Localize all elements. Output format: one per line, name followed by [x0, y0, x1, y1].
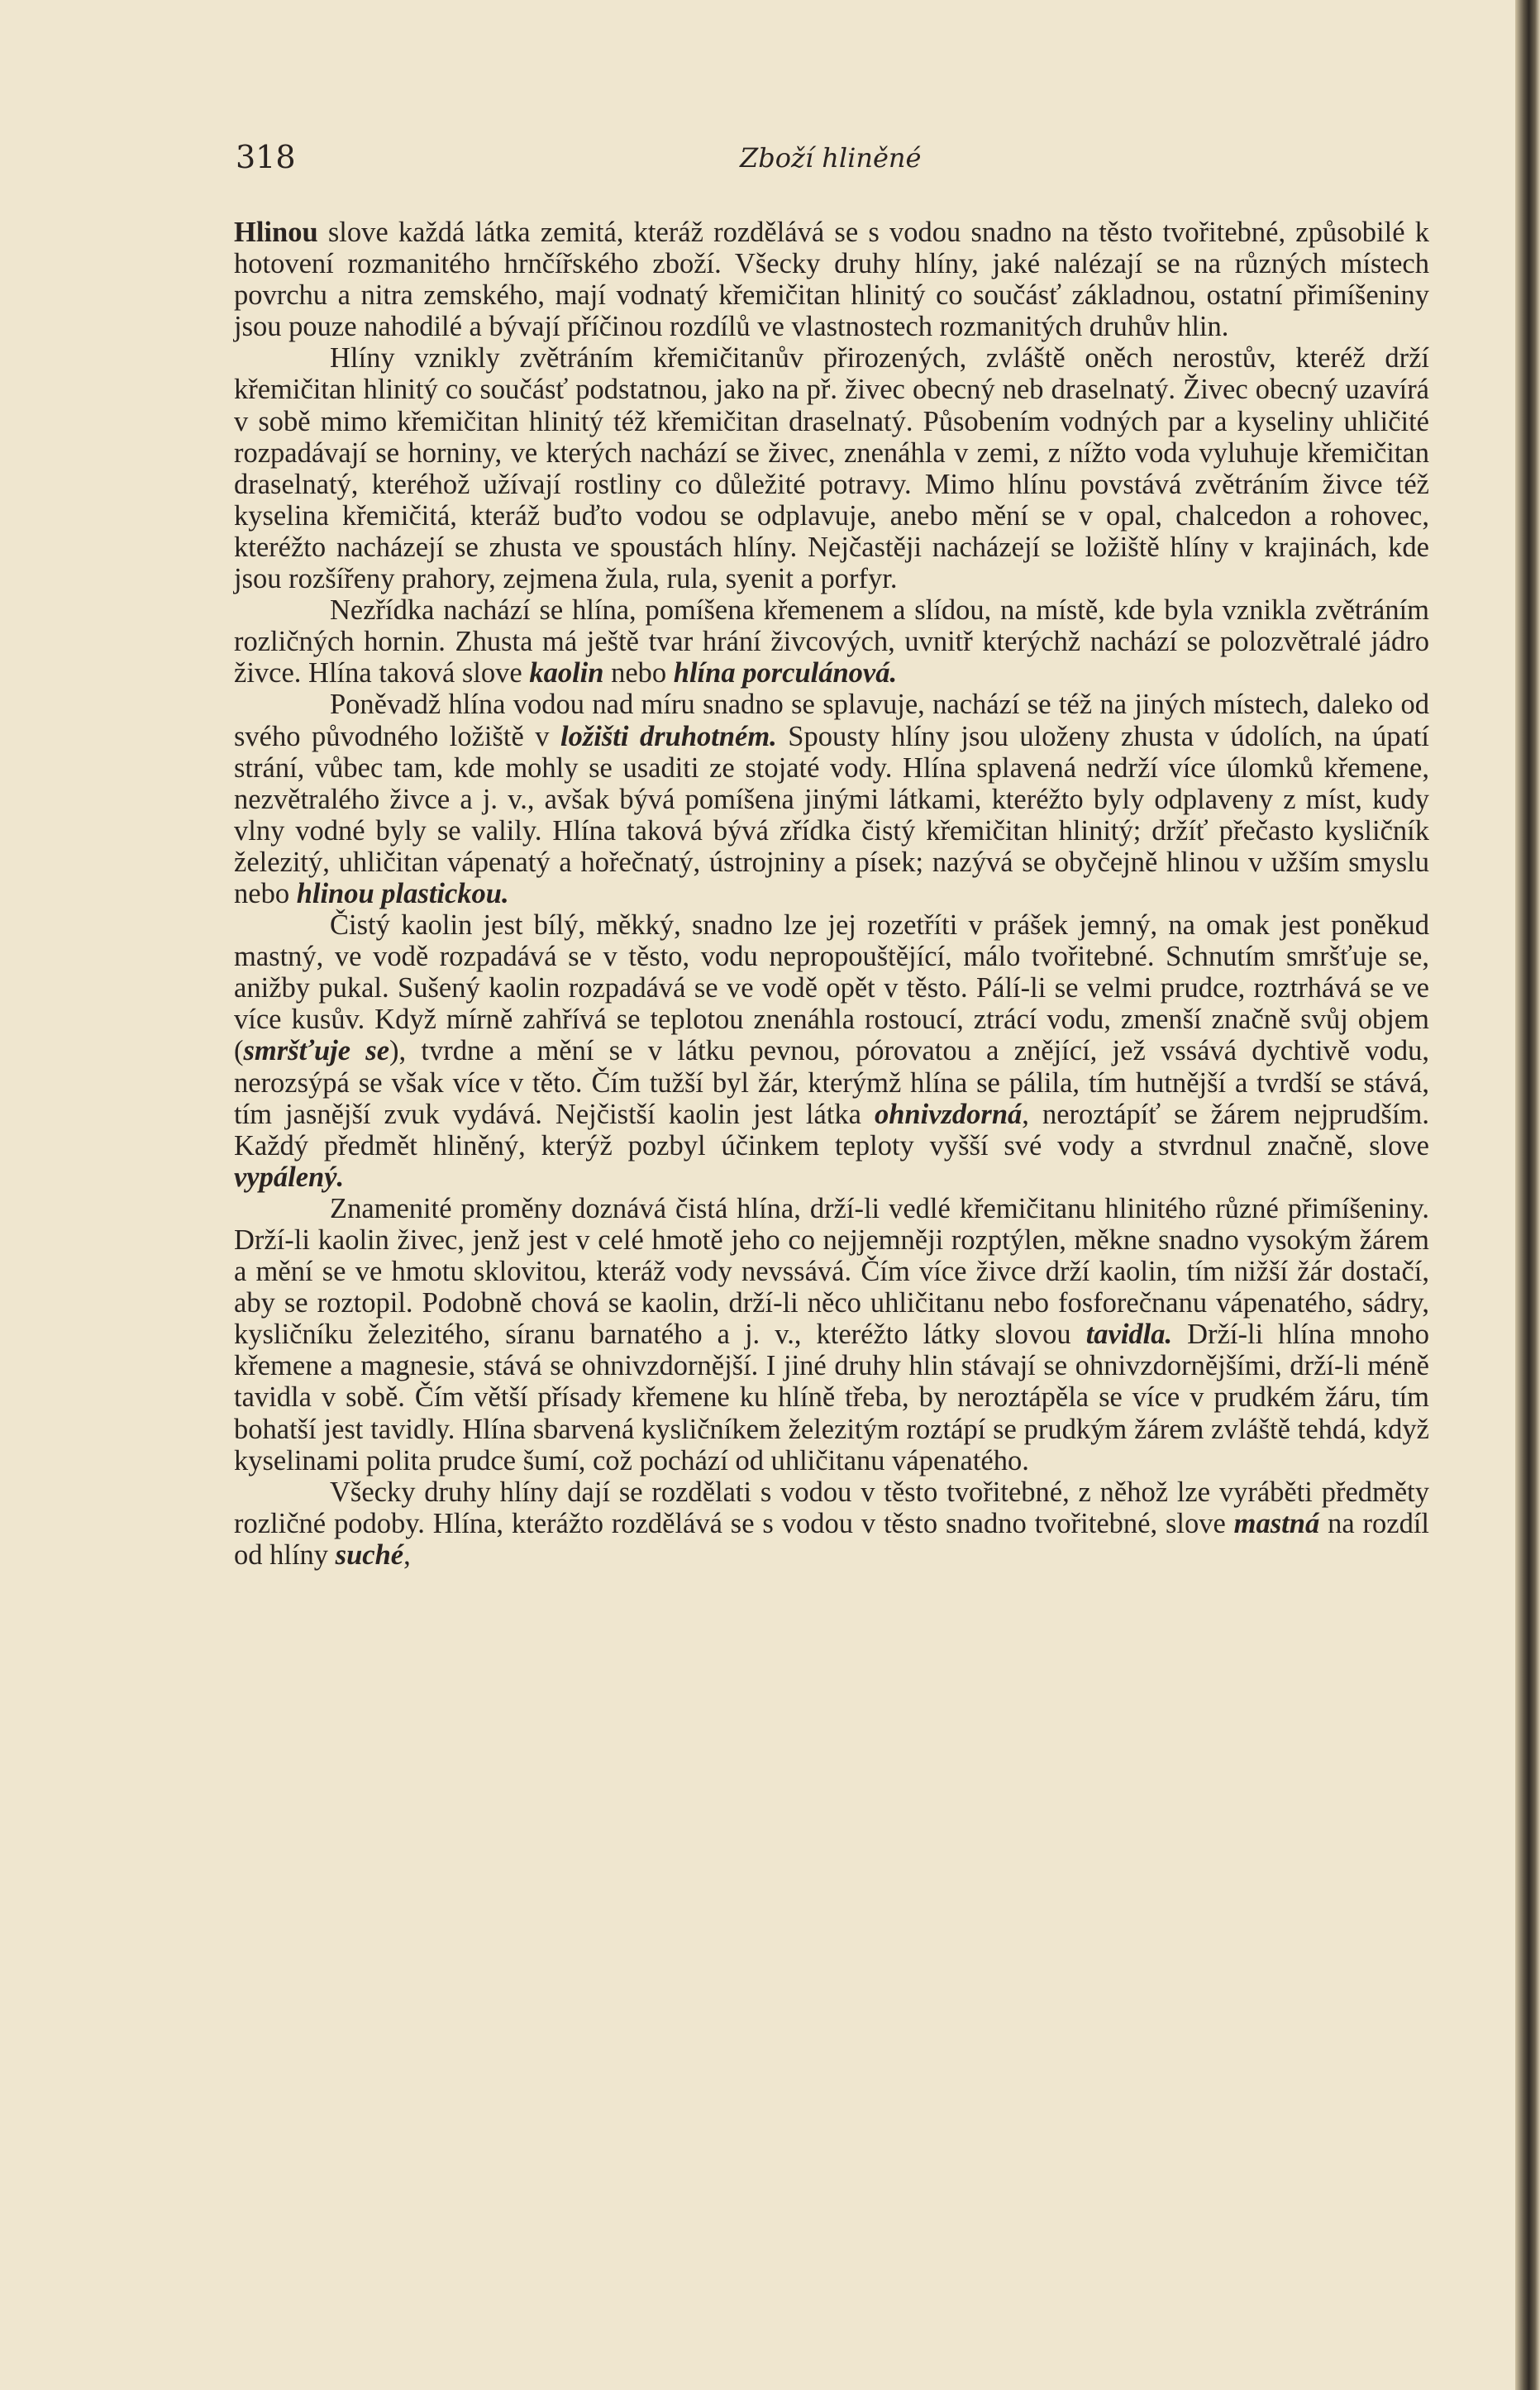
text-run: Hlíny vznikly zvětráním křemičitanův přirozených, zvláště oněch nerostův, kteréž drží křemičitan hlinitý co součásť podstatnou, jako na př. živec obecný neb draselnatý. Živec obecný uzavírá v sobě mimo křemičitan hlinitý též křemičitan draselnatý. Působením vodných par a kyseliny uhličité rozpadávají se horniny, ve kterých nachází se živec, znenáhla v zemi, z nížto voda vyluhuje křemičitan draselnatý, kteréhož užívají rostliny co důležité potravy. Mimo hlínu povstává zvětráním živce též kyselina křemičitá, kteráž buďto vodou se odplavuje, anebo mění se v opal, chalcedon a rohovec, kteréžto nacházejí se zhusta ve spoustách hlíny. Nejčastěji nacházejí se ložiště hlíny v krajinách, kde jsou rozšířeny prahory, zejmena žula, rula, syenit a porfyr. [234, 342, 1429, 595]
text-run: ), tvrdne a mění se v látku pevnou, pórovatou a znějící, jež vssává dychtivě vodu, nerozsýpá se však více v těto. Čím tužší byl žár, kterýmž hlína se pálila, tím hutnější a tvrdší se stává, tím jasnější zvuk vydává. Nejčistší kaolin jest látka [234, 1035, 1429, 1130]
emphasized-term: hlinou plastickou. [296, 877, 509, 909]
text-run: , neroztápíť se žárem nejprudším. Každý předmět hliněný, kterýž pozbyl účinkem teploty vyšší své vody a stvrdnul značně, slove [234, 1098, 1429, 1162]
text-run: Spousty hlíny jsou uloženy zhusta v údolích, na úpatí strání, vůbec tam, kde mohly se usaditi ze stojaté vody. Hlína splavená nedrží více úlomků křemene, nezvětralého živce a j. v., avšak bývá pomíšena jinými látkami, kteréžto byly odplaveny z míst, kudy vlny vodné byly se valily. Hlína taková bývá zřídka čistý křemičitan hlinitý; držíť přečasto kysličník železitý, uhličitan vápenatý a hořečnatý, ústrojniny a písek; nazývá se obyčejně hlinou v užším smyslu nebo [234, 720, 1430, 909]
book-gutter [1515, 0, 1540, 2390]
paragraph [234, 342, 1429, 594]
emphasized-term: ložišti druhotném. [560, 720, 777, 752]
paragraph [234, 909, 1429, 1193]
paragraph [234, 594, 1429, 689]
text-run: Drží-li hlína mnoho křemene a magnesie, stává se ohnivzdornější. I jiné druhy hlin stávají se ohnivzdornějšími, drží-li méně tavidla v sobě. Čím větší přísady křemene ku hlíně třeba, by neroztápěla se více v prudkém žáru, tím bohatší jest tavidly. Hlína sbarvená kysličníkem železitým roztápí se prudkým žárem zvláště tehdá, když kyselinami polita prudce šumí, což pochází od uhličitanu vápenatého. [234, 1319, 1430, 1476]
defined-term: Hlinou [234, 217, 318, 248]
running-title: Zboží hliněné [740, 142, 922, 174]
body-text [234, 217, 1429, 1571]
page-header [236, 139, 1426, 188]
text-run: nebo [603, 657, 674, 689]
emphasized-term: kaolin [529, 657, 604, 689]
text-run: Poněvadž hlína vodou nad míru snadno se splavuje, nachází se též na jiných místech, daleko od svého původného ložiště v [234, 689, 1429, 752]
emphasized-term: vypálený. [234, 1161, 345, 1193]
text-run: Nezřídka nachází se hlína, pomíšena křemenem a slídou, na místě, kde byla vznikla zvětráním rozličných hornin. Zhusta má ještě tvar hrání živcových, uvnitř kterýchž nachází se polozvětralé jádro živce. Hlína taková slove [234, 594, 1429, 689]
emphasized-term: mastná [1233, 1507, 1320, 1539]
text-run: Čistý kaolin jest bílý, měkký, snadno lze jej rozetříti v prášek jemný, na omak jest poněkud mastný, ve vodě rozpadává se v těsto, vodu nepropouštějící, málo tvořitebné. Schnutím smršťuje se, anižby pukal. Sušený kaolin rozpadává se ve vodě opět v těsto. Pálí-li se velmi prudce, roztrhává se ve více kusův. Když mírně zahřívá se teplotou znenáhla rostoucí, ztrácí vodu, zmenší značně svůj objem ( [234, 909, 1429, 1067]
paragraph [234, 217, 1429, 342]
text-run: Všecky druhy hlíny dají se rozdělati s vodou v těsto tvořitebné, z něhož lze vyráběti předměty rozličné podoby. Hlína, kterážto rozdělává se s vodou v těsto snadno tvořitebné, slove [234, 1476, 1429, 1539]
emphasized-term: smršťuje se [243, 1035, 390, 1067]
emphasized-term: hlína porculánová. [673, 657, 898, 689]
paragraph [234, 1476, 1429, 1571]
text-run: slove každá látka zemitá, kteráž rozdělává se s vodou snadno na těsto tvořitebné, způsobilé k hotovení rozmanitého hrnčířského zboží. Všecky druhy hlíny, jaké nalézají se na různých místech povrchu a nitra zemského, mají vodnatý křemičitan hlinitý co součásť základnou, ostatní přimíšeniny jsou pouze nahodilé a bývají příčinou rozdílů ve vlastnostech rozmanitých druhův hlin. [234, 217, 1429, 343]
emphasized-term: ohnivzdorná [874, 1098, 1023, 1130]
paragraph [234, 689, 1429, 909]
emphasized-term: suché [335, 1538, 404, 1571]
paragraph [234, 1193, 1429, 1476]
emphasized-term: tavidla. [1085, 1319, 1173, 1351]
text-run: na rozdíl od hlíny [234, 1507, 1429, 1571]
page-number: 318 [236, 139, 296, 175]
text-run: , [403, 1538, 411, 1571]
text-run: Znamenité proměny doznává čistá hlína, drží-li vedlé křemičitanu hlinitého různé přimíšeniny. Drží-li kaolin živec, jenž jest v celé hmotě jeho co nejjemněji rozptýlen, měkne snadno vysokým žárem a mění se ve hmotu sklovitou, kteráž vody nevssává. Čím více živce drží kaolin, tím nižší žár dostačí, aby se roztopil. Podobně chová se kaolin, drží-li něco uhličitanu nebo fosforečnanu vápenatého, sádry, kysličníku železitého, síranu barnatého a j. v., kteréžto látky slovou [234, 1192, 1429, 1351]
